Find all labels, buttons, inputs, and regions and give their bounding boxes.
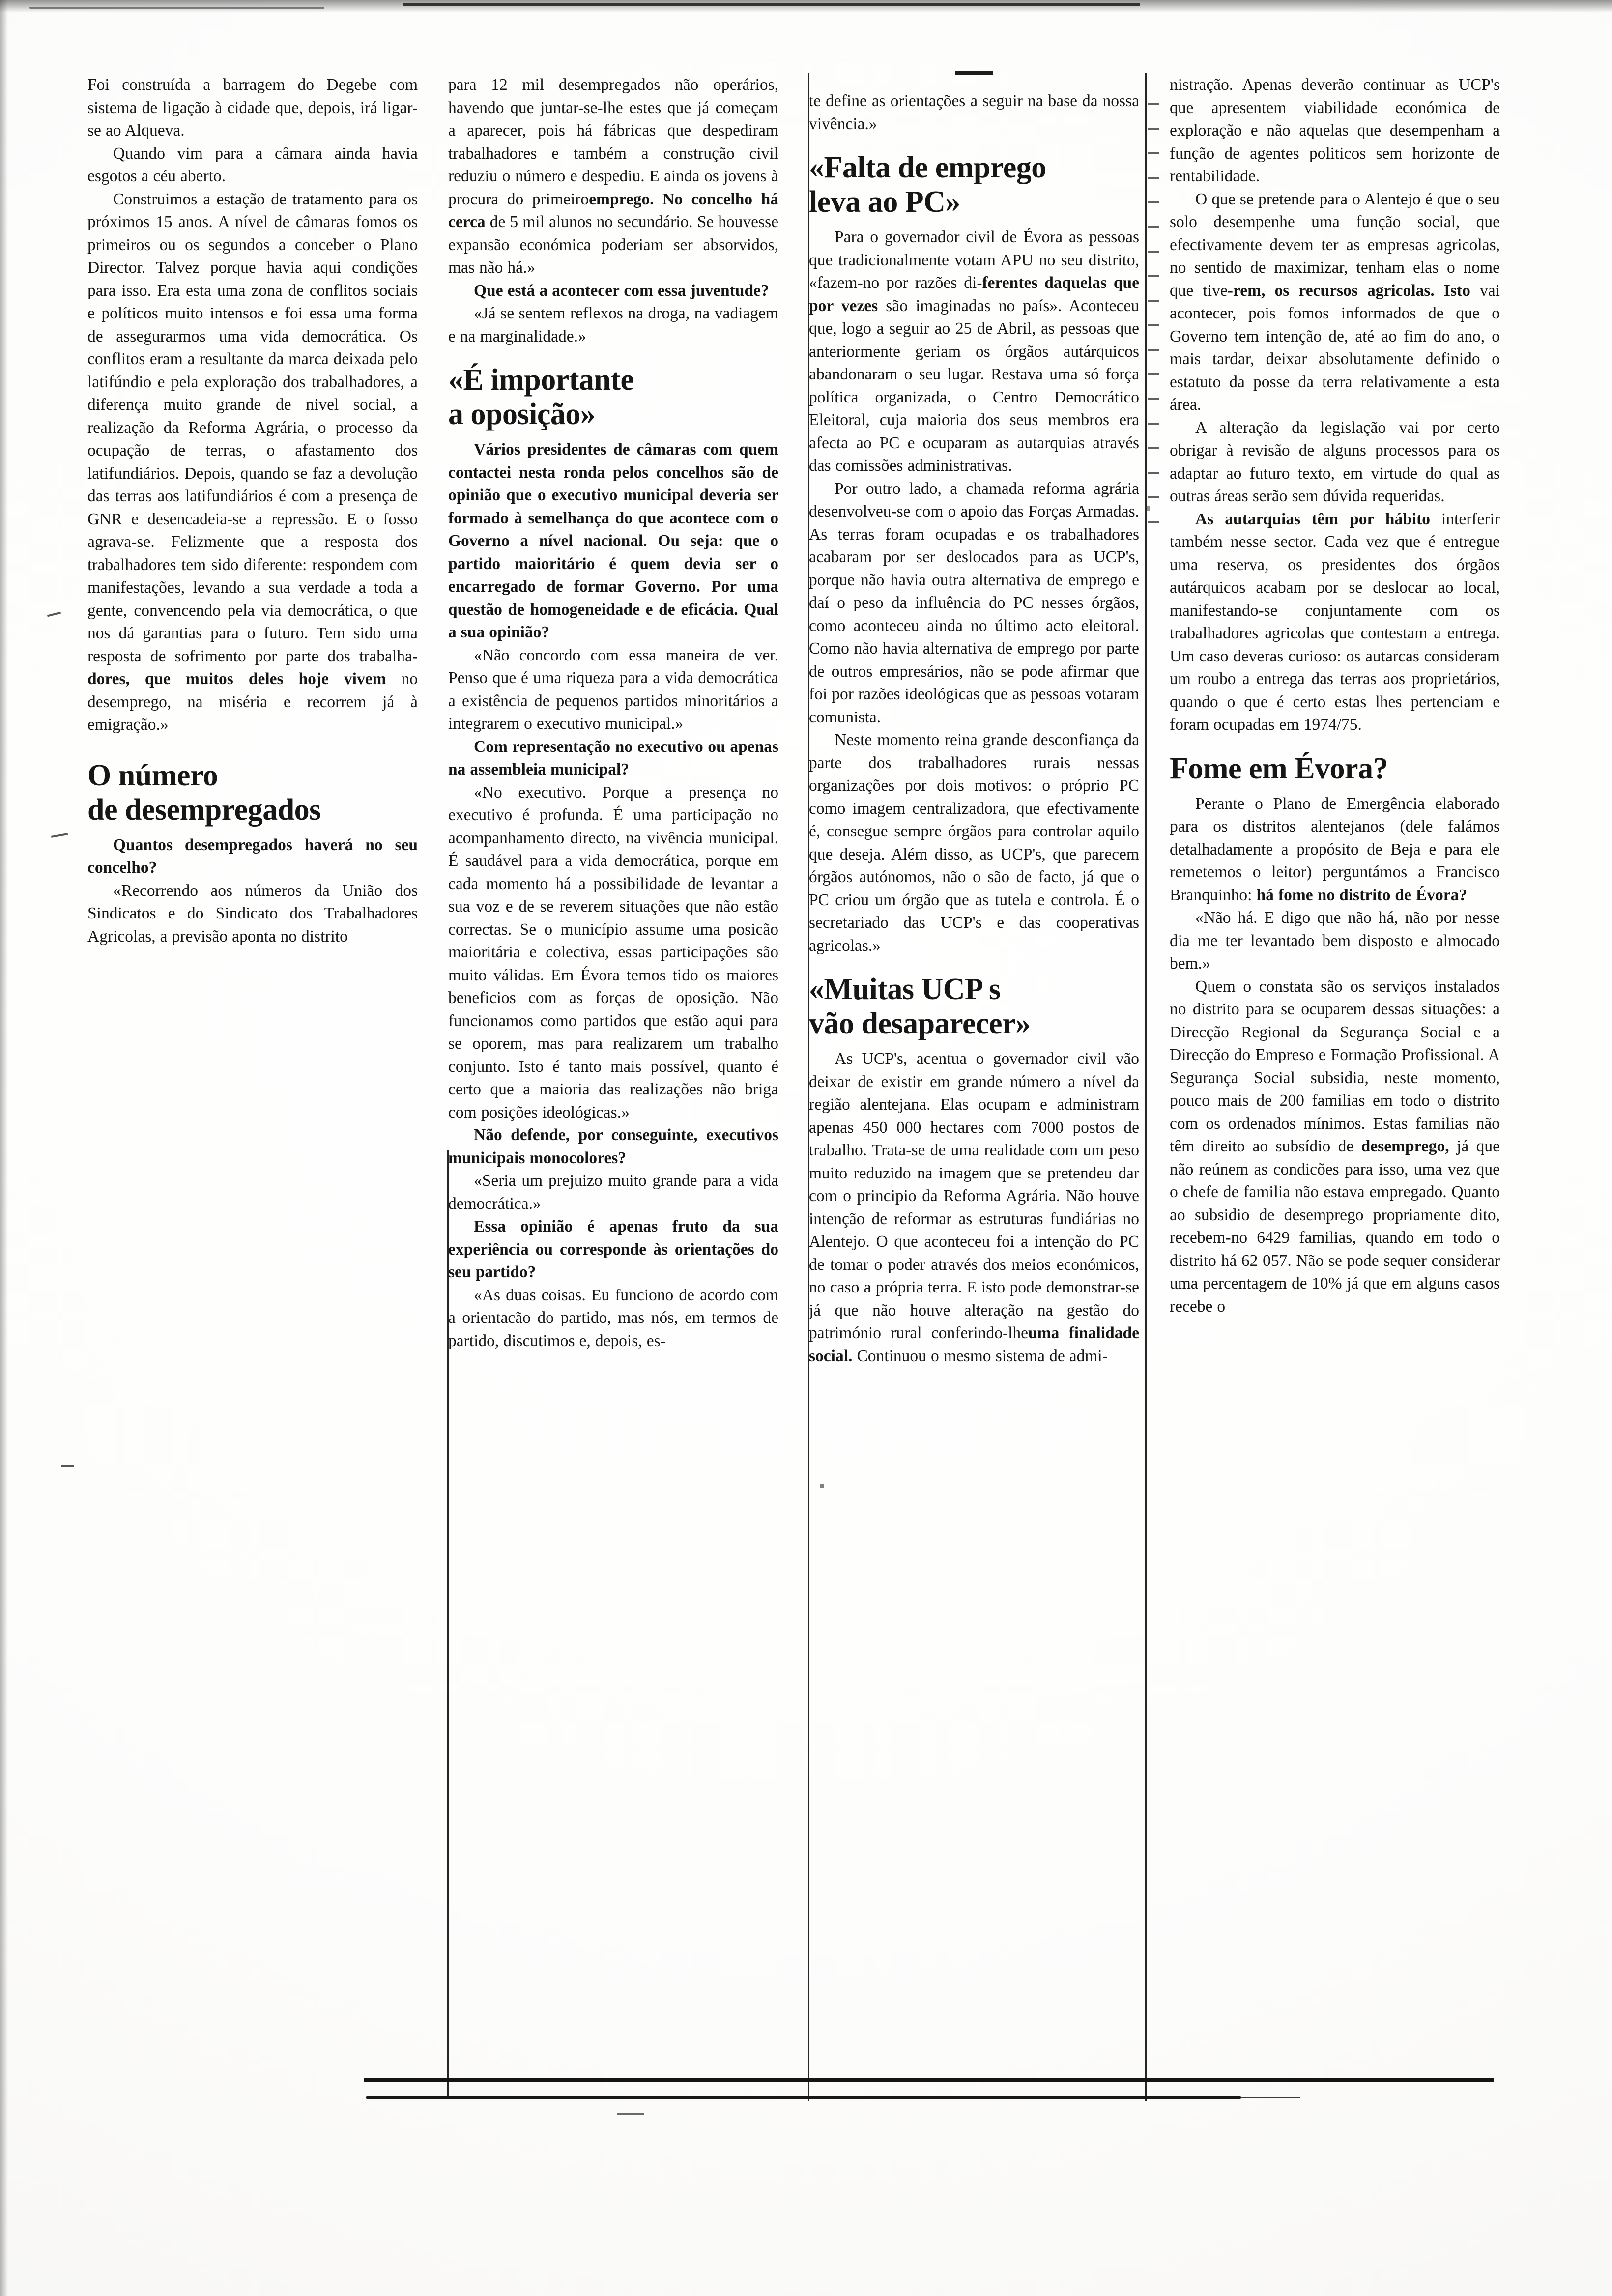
paragraph-text-tail: vai acontecer, pois fomos informados de que o Governo tem intenção de, até ao fim do ano, o mais tardar, deixar absolutamente definido o estatuto da posse da terra relativamente a esta área.: [1170, 281, 1500, 414]
paragraph: [809, 226, 1139, 478]
paragraph-emphasis: desemprego,: [1361, 1137, 1449, 1155]
column-4: [1170, 74, 1500, 1368]
paragraph: [1170, 976, 1500, 1319]
paragraph-emphasis-head: As autarquias têm por hábito: [1195, 510, 1430, 528]
paragraph-text: O que se pretende para o Alentejo é que o seu solo desempenhe uma função social, que efectivamente devem ter as empresas agricolas, no sentido de maximizar, tenham elas o nome que tive-: [1170, 190, 1500, 300]
interview-answer: «Seria um prejuizo muito grande para a vida democrática.»: [448, 1172, 778, 1213]
interview-answer: «As duas coisas. Eu funciono de acordo com a orientacão do partido, mas nós, em termos de partido, discutimos e, depois, es-: [448, 1286, 778, 1350]
paragraph: [1170, 793, 1500, 907]
dash-rule-icon: [955, 71, 993, 75]
scan-speck: [47, 612, 61, 617]
paragraph: [448, 74, 778, 280]
interview-question: Vários presidentes de câmaras com quem contactei nesta ronda pelos concelhos são de opinião que o executivo municipal deveria ser formado à semelhança do que acontece com o Governo a nível nacional. Ou seja: que o partido maioritário é quem devia ser o encarregado de formar Governo. Por uma questão de homogeneidade e de eficácia. Qual a sua opinião?: [448, 440, 778, 641]
paragraph: nistração. Apenas deverão continuar as UCP's que apresentem viabilidade económica de exploração e não aquelas que desempenham a função de agentes politicos sem horizonte de rentabilidade.: [1170, 76, 1500, 185]
scan-speck: [820, 1484, 824, 1488]
paragraph-text: Construimos a estação de tratamento para os próximos 15 anos. A nível de câmaras fomos os primeiros ou os segundos a conceber o Plano Director. Talvez porque havia aqui condições para isso. Era esta uma zona de conflitos sociais e políticos muito intensos e foi essa uma forma de assegurarmos uma vida democrática. Os conflitos eram a resultante da marca deixada pelo latifúndio e pela exploração dos trabalhadores, a diferença muito grande de nivel social, a realização da Reforma Agrária, o processo da ocupação de terras, o afastamento dos latifundiários. Depois, quando se faz a devolução das terras aos latifundiários é com a presença de GNR e desencadeia-se a repressão. E o fosso agrava-se. Felizmente que a resposta dos trabalhadores tem sido diferente: respondem com manifestações, levando a sua verdade a toda a gente, convencendo pela via democrática, o que nos dá garantias para o futuro. Tem sido uma resposta de sofrimento por parte dos trabalha-: [87, 190, 418, 665]
paragraph: «Não há. E digo que não há, não por nesse dia me ter levantado bem disposto e almocado bem.»: [1170, 909, 1500, 973]
interview-question: Com representação no executivo ou apenas na assembleia municipal?: [448, 737, 778, 778]
interview-question: Essa opinião é apenas fruto da sua experiência ou corresponde às orientações do seu partido?: [448, 1217, 778, 1281]
section-heading-falta-de-emprego-leva-ao-pc: «Falta de emprego leva ao PC»: [809, 151, 1046, 219]
paragraph-text: Quem o constata são os serviços instalados no distrito para se ocuparem dessas situações: a Direcção Regional da Segurança Social e a Direcção do Empreso e Formação Profissional. A Segurança Social subsidia, neste momento, pouco mais de 200 familias em todo o distrito com os ordenados mínimos. Estas familias não têm direito ao subsídio de: [1170, 977, 1500, 1155]
column-1: [87, 74, 448, 1368]
paragraph-text: As UCP's, acentua o governador civil vão deixar de existir em grande número a nível da região alentejana. Elas ocupam e administram apenas 450 000 hectares com 7000 postos de trabalho. Trata-se de uma realidade com um peso muito reduzido na imagem que se pretendeu dar com o principio da Reforma Agrária. Não houve intenção de reformar as estruturas fundiárias no Alentejo. O que aconteceu foi a intenção do PC de tomar o poder através dos meios económicos, no caso a própria terra. E isto pode demonstrar-se já que não houve alteração na gestão do património rural conferindo-lhe: [809, 1050, 1139, 1342]
paragraph-emphasis: há fome no distrito de Évora?: [1256, 886, 1468, 904]
interview-answer: «No executivo. Porque a presença no executivo é profunda. É uma participação no acompanhamento directo, na vivência municipal. É saudável para a vida democrática, porque em cada momento há a possibilidade de levantar a sua voz e de se reverem situações que não estão correctas. Se o município assume uma posicão maioritária e colectiva, essas participações são muito válidas. Em Évora temos tido os maiores beneficios com as forças de oposição. Não funcionamos como partidos que estão aqui para se oporem, mas para realizarem um trabalho conjunto. Isto é tanto mais possível, quanto é certo que a maioria das realizações não briga com posições ideológicas.»: [448, 783, 778, 1121]
scan-speck: [51, 833, 68, 838]
section-heading-numero-desempregados: O número de desempregados: [87, 758, 321, 827]
paragraph-emphasis: ferentes daquelas que por vezes: [809, 274, 1139, 315]
paragraph-text-tail: já que não reúnem as condicões para isso, uma vez que o chefe de familia não estava empregado. Quanto ao subsidio de desemprego propriamente dito, recebem-no 6429 familias, quando em todo o distrito há 62 057. Não se pode sequer considerar uma percentagem de 10% já que em alguns casos recebe o: [1170, 1137, 1500, 1316]
paragraph: Foi construída a barragem do Degebe com sistema de ligação à cidade que, depois, irá ligar-se ao Alqueva.: [87, 76, 418, 140]
paragraph: [1170, 508, 1500, 737]
paragraph: A alteração da legislação vai por certo obrigar à revisão de alguns processos para os adaptar ao futuro texto, em virtude do qual as outras áreas serão sem dúvida requeridas.: [1170, 418, 1500, 505]
paragraph-emphasis: uma finalidade social.: [809, 1324, 1139, 1365]
paragraph-text-tail: são imaginadas no país». Aconteceu que, logo a seguir ao 25 de Abril, as pessoas que anteriormente geriam os órgãos autárquicos abandonaram o seu lugar. Restava uma só força política organizada, o Centro Democrático Eleitoral, cuja maioria dos seus membros era afecta ao PC e ocuparam as autarquias através das comissões administrativas.: [809, 296, 1139, 475]
bottom-rule-tick: [617, 2113, 644, 2115]
paragraph: Neste momento reina grande desconfiança da parte dos trabalhadores rurais nessas organizações por dois motivos: o próprio PC como imagem centralizadora, que efectivamente é, consegue sempre órgãos para controlar aquilo que deseja. Além disso, as UCP's, que parecem órgãos autónomos, não o são de facto, já que o PC criou um órgão que as tutela e controla. É o secretariado das UCP's e das cooperativas agricolas.»: [809, 731, 1139, 955]
paragraph: Por outro lado, a chamada reforma agrária desenvolveu-se com o apoio das Forças Armadas. As terras foram ocupadas e os trabalhadores acabaram por ser deslocados para as UCP's, porque não havia outra alternativa de emprego e daí o peso da influência do PC nesses órgãos, como aconteceu ainda no último acto eleitoral. Como não havia alternativa de emprego por parte de outros empresários, não se pode afirmar que foi por razões ideológicas que as pessoas votaram comunista.: [809, 479, 1139, 726]
paragraph-emphasis: rem, os recursos agricolas. Isto: [1233, 281, 1470, 300]
paragraph-text: interferir também nesse sector. Cada vez que é entregue uma reserva, os presidentes dos órgãos autárquicos acabam por se deslocar ao local, manifestando-se conjuntamente com os trabalhadores agricolas que contestam a entrega. Um caso deveras curioso: os autarcas consideram um roubo a entrega das terras aos proprietários, quando o que é certo estas lhes pertenciam e foram ocupadas em 1974/75.: [1170, 510, 1500, 734]
scan-speck: [61, 1465, 74, 1467]
paragraph-text: para 12 mil desempregados não operários, havendo que juntar-se-lhe estes que já começam a aparecer, pois há fábricas que despediram trabalhadores e também a construção civil reduziu o número e despediu. E ainda os jovens à procura do primeiro: [448, 76, 778, 208]
interview-question: Que está a acontecer com essa juventude?: [474, 281, 769, 300]
section-heading-fome-em-evora: Fome em Évora?: [1170, 751, 1388, 785]
paragraph-text: Para o governador civil de Évora as pessoas que tradicionalmente votam APU no seu distrito, «fazem-no por razões di-: [809, 228, 1139, 292]
interview-answer: «Não concordo com essa maneira de ver. Penso que é uma riqueza para a vida democrática a existência de pequenos partidos minoritários a integrarem o executivo municipal.»: [448, 646, 778, 733]
interview-answer: «Recorrendo aos números da União dos Sindicatos e do Sindicato dos Trabalhadores Agricolas, a previsão aponta no distrito: [87, 881, 418, 946]
column-2: [448, 74, 809, 1368]
section-heading-muitas-ucps-vao-desaparecer: «Muitas UCP s vão desaparecer»: [809, 973, 1031, 1040]
interview-question: Quantos desempregados haverá no seu concelho?: [87, 835, 418, 877]
paragraph: Quando vim para a câmara ainda havia esgotos a céu aberto.: [87, 144, 418, 185]
paragraph: [1170, 188, 1500, 417]
section-heading-e-importante-a-oposicao: «É importante a oposição»: [448, 363, 634, 431]
paragraph: [87, 188, 418, 737]
bottom-rule-primary: [364, 2078, 1494, 2082]
paragraph-text-tail: Continuou o mesmo sistema de admi-: [852, 1347, 1108, 1365]
paragraph: [809, 1048, 1139, 1368]
paragraph: te define as orientações a seguir na base da nossa vivência.»: [809, 92, 1139, 133]
paragraph-emphasis: emprego. No concelho há cerca: [448, 190, 778, 231]
column-3: [809, 74, 1170, 1368]
article-columns: [87, 74, 1527, 1368]
interview-question: Não defende, por conseguinte, executivos municipais monocolores?: [448, 1126, 778, 1167]
interview-answer: «Já se sentem reflexos na droga, na vadiagem e na marginalidade.»: [448, 304, 778, 345]
paragraph-text: Perante o Plano de Emergência elaborado para os distritos alentejanos (dele falámos detalhadamente a propósito de Beja e para ele remetemos o leitor) perguntámos a Francisco Branquinho:: [1170, 794, 1500, 904]
paragraph-emphasis: dores, que muitos deles hoje vivem: [87, 670, 386, 688]
scan-speck: [1145, 506, 1150, 511]
paragraph-text-tail: no desemprego, na miséria e recorrem já à emigração.»: [87, 670, 418, 734]
paragraph-text-tail: de 5 mil alunos no secundário. Se houvesse expansão económica poderiam ser absorvidos, mas não há.»: [448, 213, 778, 277]
bottom-rule-secondary: [366, 2096, 1241, 2099]
